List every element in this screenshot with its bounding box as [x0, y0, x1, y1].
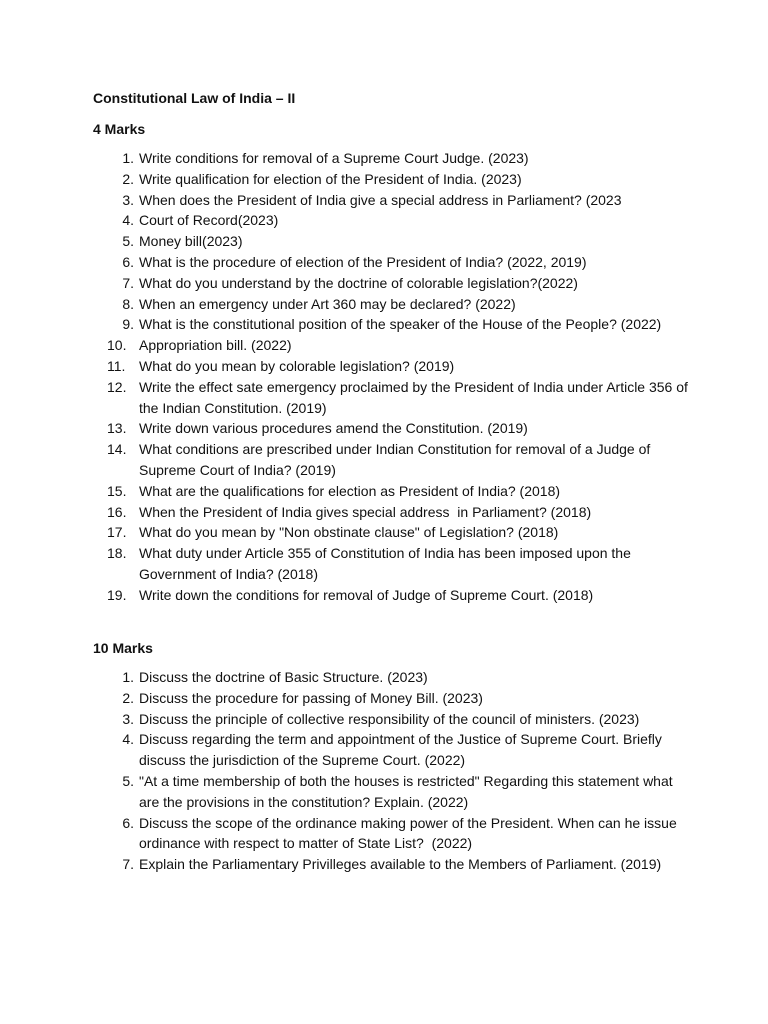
item-text: Discuss the principle of collective responsibility of the council of ministers. (2023): [139, 710, 640, 727]
list-item: [93, 210, 693, 231]
list-item: [93, 252, 693, 273]
list-item: [93, 502, 693, 523]
list-item: [93, 294, 693, 315]
item-text: Discuss the doctrine of Basic Structure. (2023): [139, 669, 428, 685]
item-text: What do you understand by the doctrine of colorable legislation?(2022): [139, 274, 578, 291]
list-item: [93, 190, 693, 211]
item-number: 13.: [107, 420, 127, 437]
item-text: Court of Record(2023): [139, 212, 279, 229]
item-number: 4.: [122, 731, 134, 748]
item-number: 3.: [122, 191, 134, 208]
item-text: When the President of India gives special address in Parliament? (2018): [139, 503, 592, 520]
item-number: 2.: [122, 689, 134, 706]
item-number: 4.: [122, 212, 134, 229]
item-text: Discuss the scope of the ordinance making power of the President. When can he issue ordinance with respect to matter of State List? (2022): [139, 814, 681, 852]
item-text: Explain the Parliamentary Privilleges available to the Members of Parliament. (2019): [139, 856, 662, 873]
item-number: 5.: [122, 233, 134, 250]
item-number: 7.: [122, 274, 134, 291]
item-text: Write down the conditions for removal of Judge of Supreme Court. (2018): [139, 586, 594, 603]
section-heading-4-marks: 4 Marks: [93, 121, 146, 137]
item-text: Discuss the procedure for passing of Money Bill. (2023): [139, 689, 483, 706]
item-number: 7.: [122, 856, 134, 873]
item-text: When an emergency under Art 360 may be declared? (2022): [139, 295, 516, 312]
question-list-4-marks: [93, 148, 693, 606]
list-item: [93, 522, 693, 543]
item-number: 6.: [122, 814, 134, 831]
list-item: [93, 169, 693, 190]
item-text: What do you mean by "Non obstinate clause" of Legislation? (2018): [139, 524, 559, 541]
item-text: Write qualification for election of the President of India. (2023): [139, 170, 522, 187]
list-item: [93, 813, 693, 855]
item-number: 6.: [122, 253, 134, 270]
list-item: [93, 231, 693, 252]
item-number: 15.: [107, 482, 127, 499]
item-number: 3.: [122, 710, 134, 727]
list-item: [93, 377, 693, 419]
list-item: [93, 356, 693, 377]
item-number: 10.: [107, 337, 127, 354]
list-item: [93, 543, 693, 585]
item-text: Discuss regarding the term and appointment of the Justice of Supreme Court. Briefly discuss the jurisdiction of the Supreme Court. (2022): [139, 731, 666, 769]
list-item: [93, 273, 693, 294]
item-text: What conditions are prescribed under Indian Constitution for removal of a Judge of Supreme Court of India? (2019): [139, 441, 655, 478]
section-heading-10-marks: 10 Marks: [93, 640, 153, 656]
item-number: 8.: [122, 295, 134, 312]
item-number: 5.: [122, 772, 134, 789]
item-number: 17.: [107, 524, 127, 541]
item-number: 9.: [122, 316, 134, 333]
item-number: 14.: [107, 441, 127, 458]
item-number: 2.: [122, 170, 134, 187]
document-title: Constitutional Law of India – II: [93, 90, 296, 106]
list-item: [93, 335, 693, 356]
list-item: [93, 418, 693, 439]
list-item: [93, 854, 693, 875]
item-number: 18.: [107, 545, 127, 562]
list-item: [93, 148, 693, 169]
item-number: 19.: [107, 586, 127, 603]
item-number: 1.: [122, 150, 134, 166]
item-text: What duty under Article 355 of Constitution of India has been imposed upon the Government of India? (2018): [139, 545, 635, 582]
item-text: "At a time membership of both the houses is restricted" Regarding this statement what are the provisions in the constitution? Explain. (2022): [139, 772, 677, 810]
list-item: [93, 709, 693, 730]
list-item: [93, 688, 693, 709]
item-number: 12.: [107, 378, 127, 395]
list-item: [93, 729, 693, 771]
question-list-10-marks: [93, 667, 693, 875]
item-text: Appropriation bill. (2022): [139, 337, 292, 354]
item-text: Money bill(2023): [139, 233, 243, 250]
list-item: [93, 439, 693, 481]
item-number: 11.: [107, 357, 126, 374]
item-text: When does the President of India give a special address in Parliament? (2023: [139, 191, 622, 208]
list-item: [93, 585, 693, 606]
item-number: 1.: [122, 669, 134, 685]
item-text: What is the procedure of election of the President of India? (2022, 2019): [139, 253, 587, 270]
item-text: What do you mean by colorable legislation? (2019): [139, 357, 455, 374]
item-text: Write conditions for removal of a Supreme Court Judge. (2023): [139, 150, 529, 166]
list-item: [93, 481, 693, 502]
item-text: What is the constitutional position of the speaker of the House of the People? (2022): [139, 316, 662, 333]
list-item: [93, 314, 693, 335]
item-text: What are the qualifications for election as President of India? (2018): [139, 482, 561, 499]
item-text: Write the effect sate emergency proclaimed by the President of India under Article 356 of the Indian Constitution. (2019): [139, 378, 692, 416]
list-item: [93, 771, 693, 813]
item-number: 16.: [107, 503, 127, 520]
list-item: [93, 667, 693, 688]
item-text: Write down various procedures amend the Constitution. (2019): [139, 420, 528, 437]
